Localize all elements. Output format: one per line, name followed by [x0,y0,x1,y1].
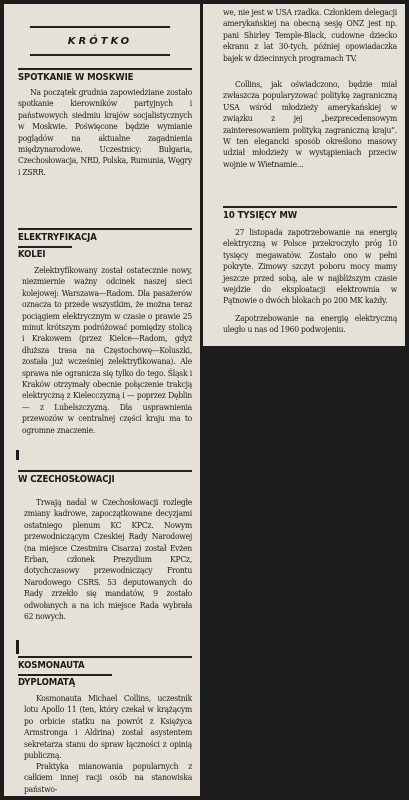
article-elektryfikacja [22,266,192,437]
article-spotkanie [18,88,192,179]
heading-czechoslowacja: W CZECHOSŁOWACJI [18,474,115,485]
article-kosmonauta-p2-text: Praktyka mianowania popularnych z całkiem innej racji osób na stanowiska państwo- [24,762,192,795]
article-kosmonauta-p1-text: Kosmonauta Michael Collins, uczestnik lotu Apollo 11 (ten, który czekał w krążącym po orbicie statku na powrót z Księżyca Armstronga i Aldrina) został asystentem sekretarza stanu do spraw łączności z opinią publiczną. [24,694,192,762]
article-elektryfikacja-text: Zelektryfikowany został ostatecznie nowy, niezmiernie ważny odcinek naszej sieci kolejowej: Warszawa—Radom. Dla pasażerów oznacza to przede wszystkim, że można teraz pociągiem elektrycznym w czasie o prawie 25 minut krótszym podróżować pomiędzy stolicą i Krakowem (przez Kielce—Radom, gdyż dłuższa trasa na Częstochowę—Koluszki, została już wcześniej zelektryfikowana). Ale sprawa nie ogranicza się tylko do tego. Śląsk i Kraków otrzymały obecnie połączenie trakcją elektryczną z Kielecczyzną i — poprzez Dęblin — z Lubelszczyzną. Dla usprawnienia przewozów w centralnej części kraju ma to ogromne znaczenie. [22,266,192,436]
section-divider [18,228,192,230]
article-energia-p2 [223,314,397,337]
heading-spotkanie: SPOTKANIE W MOSKWIE [18,72,134,83]
margin-bar [16,450,19,460]
article-kosmonauta-p2 [24,762,192,796]
article-kosmonauta-continuation-p2 [223,80,397,171]
section-divider [223,206,397,208]
article-energia-p1-text: 27 listopada zapotrzebowanie na energię elektryczną w Polsce przekroczyło próg 10 tysięcy megawatów. Zostało ono w pełni pokryte. Zimowy szczyt poboru mocy mamy jeszcze przed sobą, ale w najbliższym czasie wejdzie do eksploatacji elektrownia w Pątnowie o dwóch blokach po 200 MK każdy. [223,228,397,307]
margin-bar [16,640,19,654]
article-czechoslowacja [24,498,192,623]
article-spotkanie-text: Na początek grudnia zapowiedziane zostało spotkanie kierowników partyjnych i państwowych siedmiu krajów socjalistycznych w Moskwie. Poświęcone będzie wymianie poglądów na aktualne zagadnienia międzynarodowe. Uczestnicy: Bułgaria, Czechosłowacja, NRD, Polska, Rumunia, Węgry i ZSRR. [18,88,192,178]
heading-10-tysiecy: 10 TYSIĘCY MW [223,210,298,221]
section-divider [18,470,192,472]
right-column [203,4,405,346]
heading-kolei: KOLEI [18,249,46,260]
heading-elektryfikacja: ELEKTRYFIKACJA [18,232,97,243]
article-energia-p1 [223,228,397,308]
column-header [4,4,200,66]
column-title-box [30,26,170,56]
section-divider [18,68,192,70]
heading-kosmonauta: KOSMONAUTA [18,660,85,671]
article-kosmonauta-p1 [24,694,192,762]
article-energia-p2-text: Zapotrzebowanie na energię elektryczną uległo u nas od 1960 podwojeniu. [223,314,397,336]
article-czechoslowacja-text: Trwają nadal w Czechosłowacji rozległe zmiany kadrowe, zapoczątkowane decyzjami ostatniego plenum KC KPCz. Nowym przewodniczącym Czeskiej Rady Narodowej (na miejsce Czestmira Cisarza) został Evżen Erban, członek Prezydium KPCz, dotychczasowy przewodniczący Frontu Narodowego CSRS. 53 deputowanych do Rady zrzekło się mandatów, 9 zostało odwołanych a na ich miejsce Rada wybrała 62 nowych. [24,498,192,623]
column-title: KRÓTKO [67,35,133,47]
section-divider [18,656,192,658]
section-divider-short [18,246,72,248]
left-column [4,4,200,796]
article-continuation-p2-text: Collins, jak oświadczono, będzie miał zwłaszcza popularyzować politykę zagraniczną USA wśród młodzieży amerykańskiej w związku z jej „bezprecedensowym zainteresowaniem polityką zagraniczną kraju”. W ten elegancki sposób określono masowy udział młodzieży w wystąpieniach przeciw wojnie w Wietnamie... [223,80,397,170]
heading-dyplomata: DYPLOMATĄ [18,677,76,688]
section-divider-short [18,674,112,676]
article-kosmonauta-continuation [223,8,397,65]
article-continuation-text: we, nie jest w USA rzadka. Członkiem delegacji amerykańskiej na obecną sesję ONZ jest np. pani Shirley Temple-Black, cudowne dziecko ekranu z lat 30-tych, później opowiadaczka bajek w dziecinnych programach TV. [223,8,397,64]
